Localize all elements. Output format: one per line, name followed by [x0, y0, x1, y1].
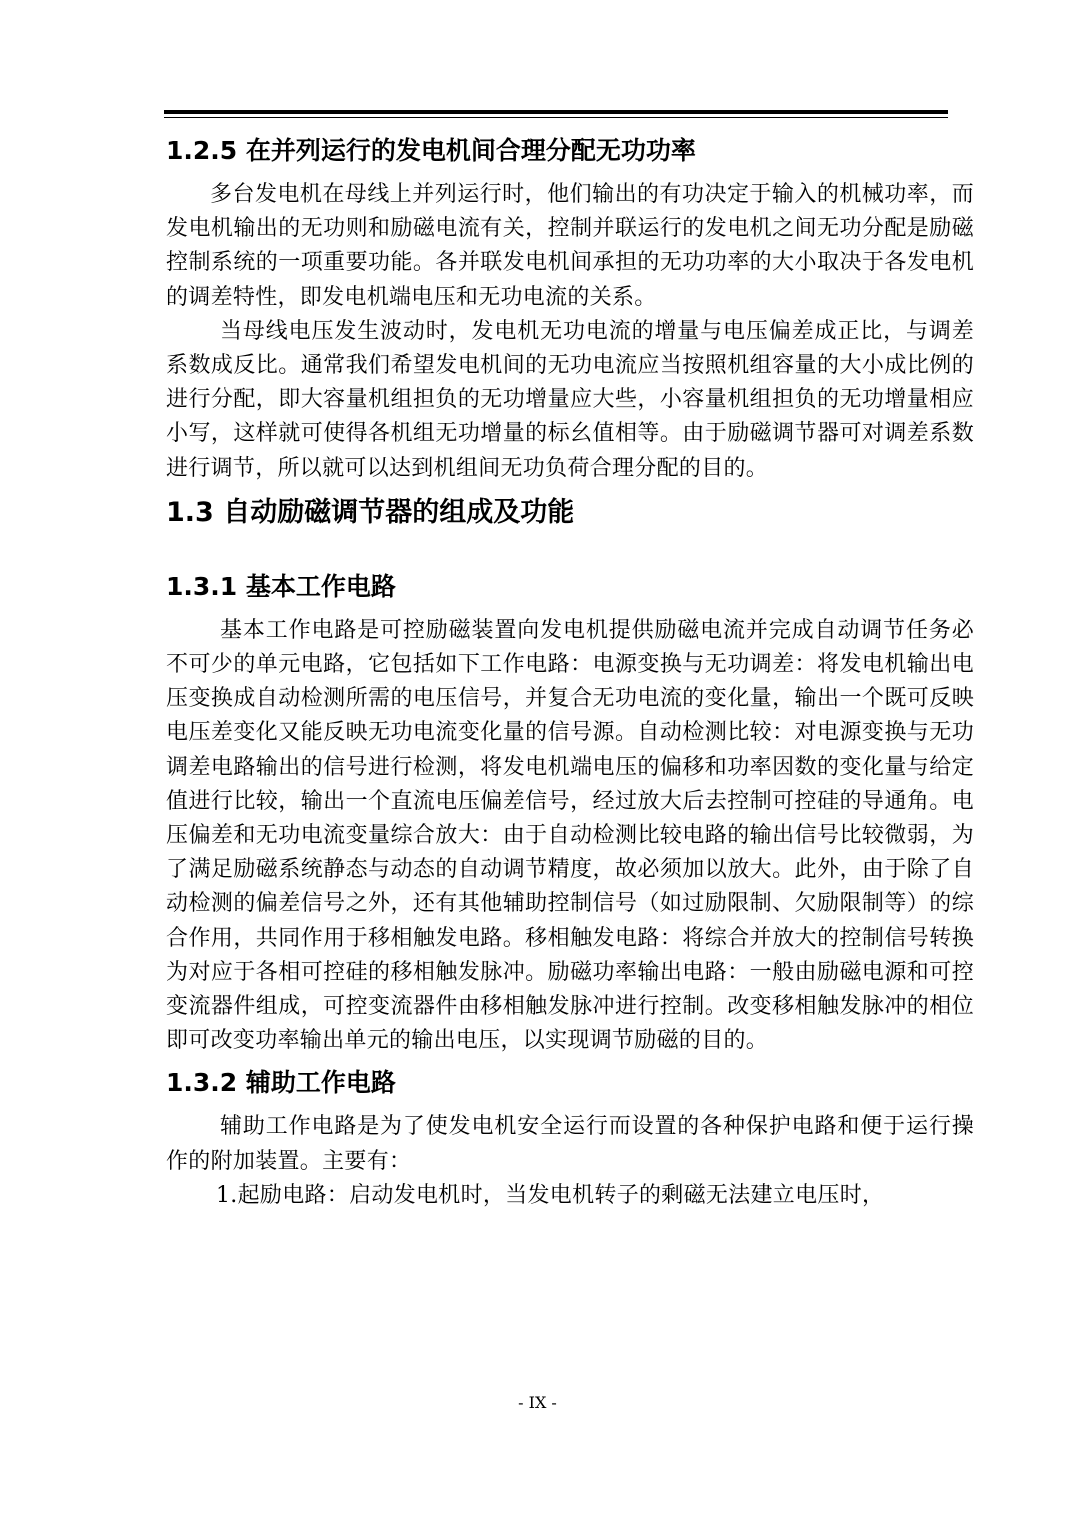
header-rule-thin [164, 117, 948, 118]
header-rule-thick [164, 110, 948, 114]
heading-1-3: 1.3 自动励磁调节器的组成及功能 [166, 496, 575, 528]
paragraph-1-3-2-a: 辅助工作电路是为了使发电机安全运行而设置的各种保护电路和便于运行操作的附加装置。主要有： [166, 1114, 974, 1174]
paragraph-1-3-1: 基本工作电路是可控励磁装置向发电机提供励磁电流并完成自动调节任务必不可少的单元电路，它包括如下工作电路：电源变换与无功调差：将发电机输出电压变换成自动检测所需的电压信号，并复合无功电流的变化量，输出一个既可反映电压差变化又能反映无功电流变化量的信号源。自动检测比较：对电源变换与无功调差电路输出的信号进行检测，将发电机端电压的偏移和功率因数的变化量与给定值进行比较，输出一个直流电压偏差信号，经过放大后去控制可控硅的导通角。电压偏差和无功电流变量综合放大：由于自动检测比较电路的输出信号比较微弱，为了满足励磁系统静态与动态的自动调节精度，故必须加以放大。此外，由于除了自动检测的偏差信号之外，还有其他辅助控制信号（如过励限制、欠励限制等）的综合作用，共同作用于移相触发电路。移相触发电路：将综合并放大的控制信号转换为对应于各相可控硅的移相触发脉冲。励磁功率输出电路：一般由励磁电源和可控变流器件组成，可控变流器件由移相触发脉冲进行控制。改变移相触发脉冲的相位即可改变功率输出单元的输出电压，以实现调节励磁的目的。 [166, 617, 974, 1054]
heading-1-3-2: 1.3.2 辅助工作电路 [166, 1068, 396, 1098]
paragraph-1-3-2-b: 1.起励电路：启动发电机时，当发电机转子的剩磁无法建立电压时， [216, 1182, 885, 1208]
paragraph-1-2-5-a: 多台发电机在母线上并列运行时，他们输出的有功决定于输入的机械功率，而发电机输出的无功则和励磁电流有关，控制并联运行的发电机之间无功分配是励磁控制系统的一项重要功能。各并联发电机间承担的无功功率的大小取决于各发电机的调差特性，即发电机端电压和无功电流的关系。 [166, 182, 974, 310]
heading-1-2-5: 1.2.5 在并列运行的发电机间合理分配无功功率 [166, 136, 696, 165]
heading-1-3-1: 1.3.1 基本工作电路 [166, 571, 396, 601]
paragraph-1-2-5-b: 当母线电压发生波动时，发电机无功电流的增量与电压偏差成正比，与调差系数成反比。通常我们希望发电机间的无功电流应当按照机组容量的大小成比例的进行分配，即大容量机组担负的无功增量应大些，小容量机组担负的无功增量相应小写，这样就可使得各机组无功增量的标幺值相等。由于励磁调节器可对调差系数进行调节，所以就可以达到机组间无功负荷合理分配的目的。 [166, 318, 974, 481]
page-body [166, 128, 974, 1213]
page-number: - IX - [518, 1393, 557, 1412]
